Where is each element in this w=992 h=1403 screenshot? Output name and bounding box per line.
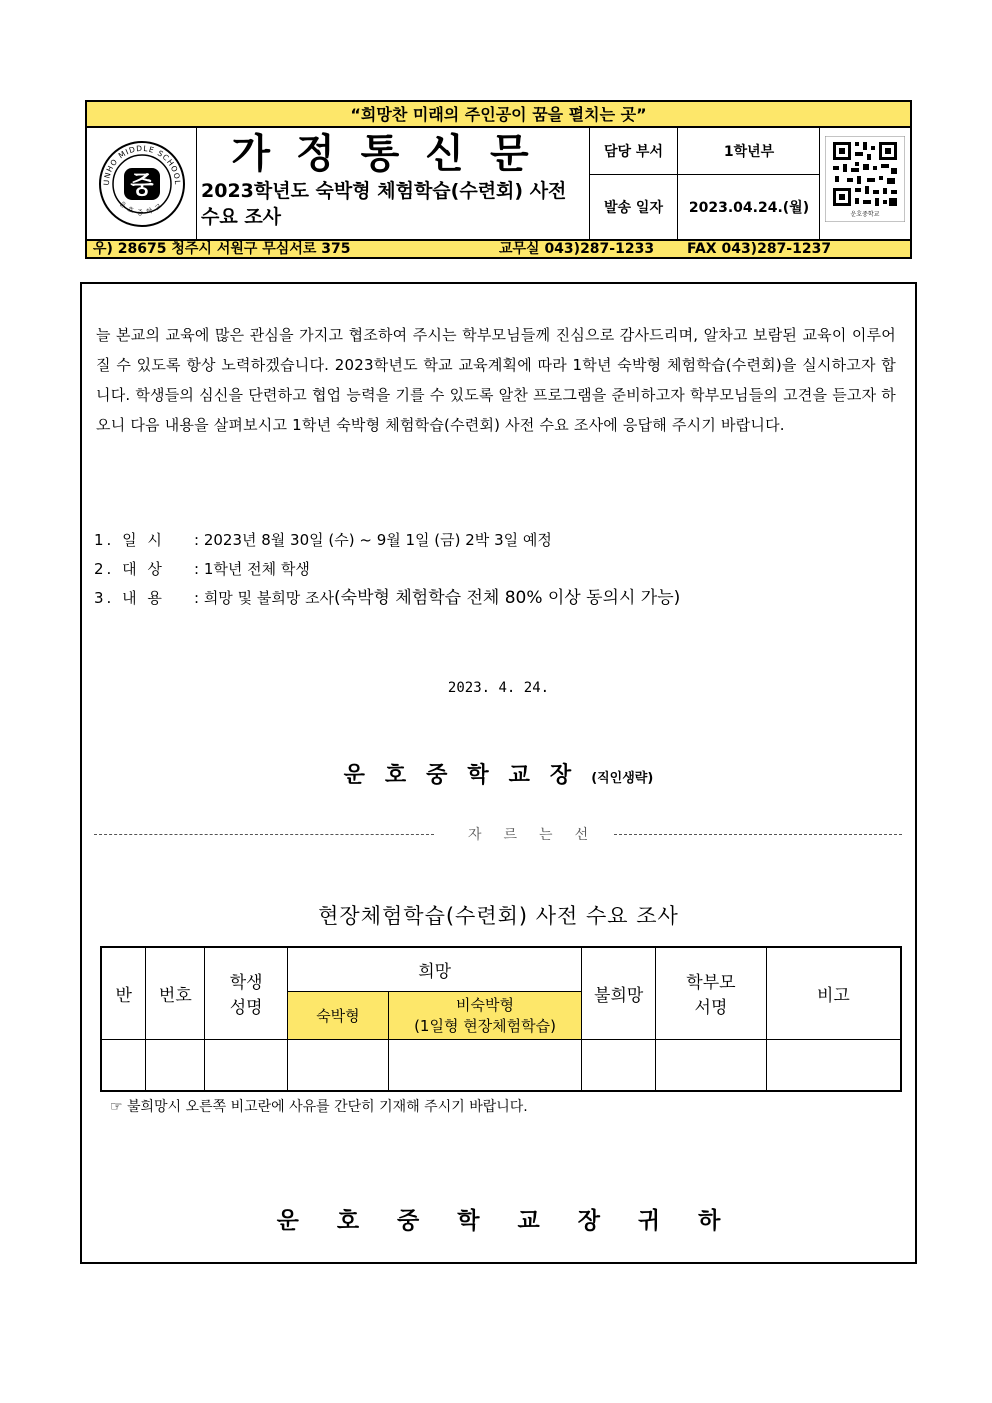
logo-text-top: UNHO MIDDLE SCHOOL: [101, 143, 183, 186]
info-grid: [589, 128, 819, 239]
fax-number: FAX 043)287-1237: [687, 241, 832, 257]
cell-non-overnight[interactable]: [388, 1039, 581, 1091]
seal-omitted-note: (직인생략): [591, 771, 654, 786]
cut-label: 자르는선: [468, 827, 611, 843]
cell-student-name[interactable]: [205, 1039, 288, 1091]
header-overnight: 숙박형: [288, 991, 389, 1039]
closing-addressee: 운호중학교장귀하: [276, 1208, 759, 1234]
qr-caption: 운호중학교: [850, 211, 880, 218]
qr-code-icon: [825, 136, 905, 222]
slogan: “희망찬 미래의 주인공이 꿈을 펼치는 곳”: [87, 102, 910, 128]
cell-parent-sign[interactable]: [656, 1039, 767, 1091]
detail-condition: (숙박형 체험학습 전체 80% 이상 동의시 가능): [334, 588, 681, 608]
cut-dash-left: [94, 834, 434, 835]
intro-paragraph: 늘 본교의 교육에 많은 관심을 가지고 협조하여 주시는 학부모님들께 진심으로 감사드리며, 알차고 보람된 교육이 이루어질 수 있도록 항상 노력하겠습니다. 2023학년도 학교 교육계획에 따라 1학년 숙박형 체험학습(수련회)을 실시하고자 합니다. 학생들의 심신을 단련하고 협업 능력을 기를 수 있도록 알찬 프로그램을 준비하고자 학부모님들의 고견을 듣고자 하오니 다음 내용을 살펴보시고 1학년 숙박형 체험학습(수련회) 사전 수요 조사에 응답해 주시기 바랍니다.: [96, 326, 896, 434]
survey-footnote: ☞ 불희망시 오른쪽 비고란에 사유를 간단히 기재해 주시기 바랍니다.: [110, 1099, 528, 1115]
cell-overnight[interactable]: [288, 1039, 389, 1091]
school-logo-cell: [87, 128, 197, 239]
detail-label: 2. 대 상: [94, 560, 165, 578]
document-subtitle: 2023학년도 숙박형 체험학습(수련회) 사전 수요 조사: [201, 180, 567, 228]
document-title: 가정통신문: [231, 130, 555, 177]
title-cell: [197, 128, 589, 239]
letterhead: [85, 100, 912, 259]
cell-no-hope[interactable]: [582, 1039, 656, 1091]
detail-item-target: [94, 559, 310, 579]
cell-class[interactable]: [101, 1039, 146, 1091]
letter-body: [80, 282, 917, 1264]
header-parent-sign: 학부모 서명: [656, 947, 767, 1039]
qr-cell: [819, 128, 910, 239]
school-emblem-icon: [87, 128, 197, 239]
dept-label: 담당 부서: [590, 128, 678, 175]
issue-date: 2023. 4. 24.: [447, 680, 550, 696]
header-class: 반: [101, 947, 146, 1039]
date-value: 2023.04.24.(월): [688, 200, 810, 216]
cut-dash-right: [614, 834, 902, 835]
dept-value: 1학년부: [678, 128, 820, 175]
detail-item-content: [94, 588, 680, 608]
header-non-overnight: 비숙박형 (1일형 현장체험학습): [388, 991, 581, 1039]
table-row: [101, 1039, 901, 1091]
principal-signature: [82, 758, 915, 789]
detail-label: 1. 일 시: [94, 531, 165, 549]
header-hope: 희망: [288, 947, 582, 991]
header-student-name: 학생 성명: [205, 947, 288, 1039]
address-bar: [87, 239, 910, 257]
detail-value: : 1학년 전체 학생: [194, 560, 310, 578]
header-remarks: 비고: [766, 947, 901, 1039]
header-number: 번호: [146, 947, 205, 1039]
detail-item-schedule: [94, 530, 552, 550]
header-no-hope: 불희망: [582, 947, 656, 1039]
address: 우) 28675 청주시 서원구 무심서로 375: [93, 241, 351, 257]
logo-glyph: 중: [130, 171, 154, 199]
survey-title: 현장체험학습(수련회) 사전 수요 조사: [318, 904, 679, 928]
detail-value: : 2023년 8월 30일 (수) ~ 9월 1일 (금) 2박 3일 예정: [194, 531, 552, 549]
cell-number[interactable]: [146, 1039, 205, 1091]
cell-remarks[interactable]: [766, 1039, 901, 1091]
office-phone: 교무실 043)287-1233: [499, 241, 655, 257]
detail-value: : 희망 및 불희망 조사: [194, 589, 335, 607]
cut-line: [94, 824, 902, 844]
date-label: 발송 일자: [590, 175, 678, 239]
survey-table: [100, 946, 902, 1092]
logo-text-bottom: 운호중학교: [117, 199, 167, 217]
svg-text:운호중학교: [118, 200, 167, 217]
detail-label: 3. 내 용: [94, 589, 165, 607]
principal-name: 운호중학교장: [343, 763, 592, 788]
